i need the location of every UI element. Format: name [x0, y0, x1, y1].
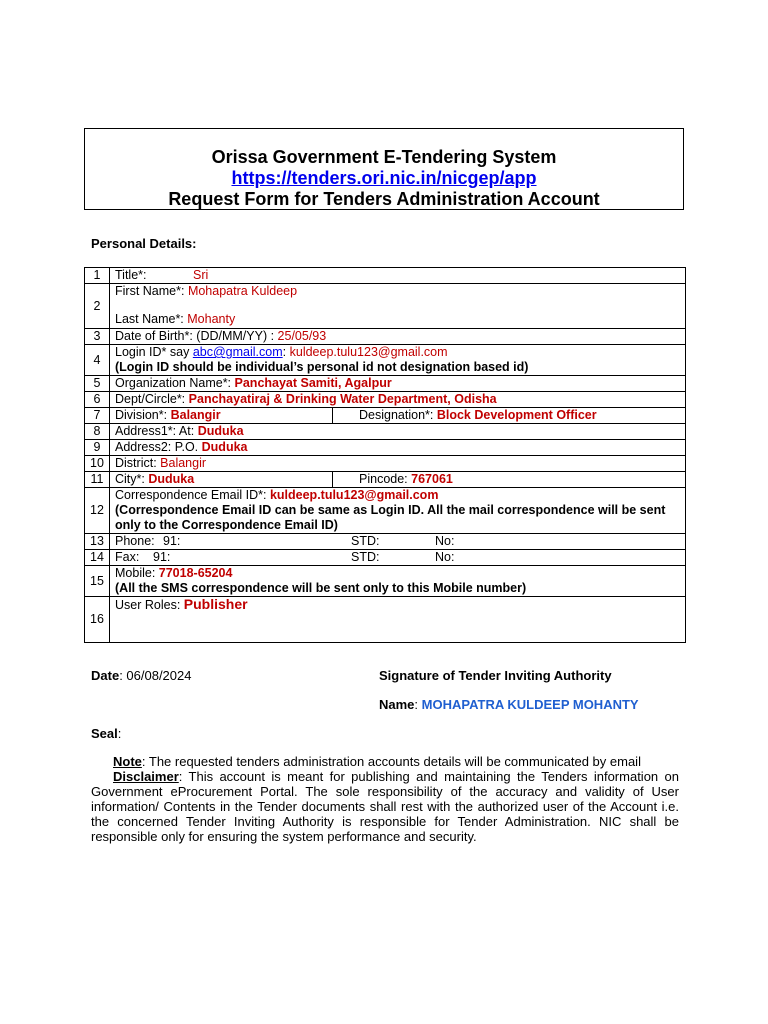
correspondence-email-note: (Correspondence Email ID can be same as Login ID. All the mail correspondence will be sent only to the Correspondence Email ID) — [115, 503, 666, 532]
example-email-link[interactable]: abc@gmail.com — [192, 345, 283, 359]
user-roles-value: Publisher — [183, 596, 248, 612]
division-value: Balangir — [170, 408, 221, 422]
row-number: 4 — [85, 345, 110, 376]
row-fax — [85, 550, 686, 566]
personal-details-table — [84, 267, 686, 643]
field-label: Date of Birth*: (DD/MM/YY) : — [115, 329, 275, 343]
country-code: 91: — [163, 534, 181, 548]
mobile-note: (All the SMS correspondence will be sent only to this Mobile number) — [115, 581, 527, 595]
field-label: City*: — [115, 472, 145, 486]
last-name-value: Mohanty — [187, 312, 236, 326]
form-subtitle: Request Form for Tenders Administration Account — [168, 189, 600, 209]
field-label: Address2: P.O. — [115, 440, 199, 454]
row-dob — [85, 329, 686, 345]
field-label: Address1*: At: — [115, 424, 195, 438]
note-text: : The requested tenders administration accounts details will be communicated by email — [141, 754, 641, 769]
row-address2 — [85, 440, 686, 456]
field-label: Title*: — [115, 268, 147, 282]
field-label: Division*: — [115, 408, 168, 422]
pincode-value: 767061 — [411, 472, 453, 486]
field-label: Mobile: — [115, 566, 156, 580]
field-label: User Roles: — [115, 598, 181, 612]
organization-value: Panchayat Samiti, Agalpur — [234, 376, 392, 390]
mobile-value: 77018-65204 — [158, 566, 233, 580]
row-number: 9 — [85, 440, 110, 456]
login-id-value: kuldeep.tulu123@gmail.com — [289, 345, 448, 359]
correspondence-email-value: kuldeep.tulu123@gmail.com — [269, 488, 439, 502]
row-district — [85, 456, 686, 472]
field-label: Correspondence Email ID*: — [115, 488, 267, 502]
row-number: 3 — [85, 329, 110, 345]
portal-link[interactable]: https://tenders.ori.nic.in/nicgep/app — [231, 168, 537, 188]
row-dept — [85, 392, 686, 408]
designation-value: Block Development Officer — [436, 408, 597, 422]
row-division — [85, 408, 686, 424]
std-label: STD: — [351, 550, 380, 564]
name-value: MOHAPATRA KULDEEP MOHANTY — [421, 697, 639, 712]
row-number: 14 — [85, 550, 110, 566]
row-number: 8 — [85, 424, 110, 440]
row-organization — [85, 376, 686, 392]
personal-details-heading: Personal Details: — [91, 236, 197, 251]
row-number: 2 — [85, 284, 110, 329]
district-value: Balangir — [160, 456, 207, 470]
field-label: Phone: — [115, 534, 155, 548]
date-line — [91, 668, 191, 683]
colon: : — [282, 345, 287, 359]
disclaimer-line — [91, 769, 679, 844]
row-address1 — [85, 424, 686, 440]
field-label: Last Name*: — [115, 312, 184, 326]
row-number: 1 — [85, 268, 110, 284]
row-number: 11 — [85, 472, 110, 488]
name-line — [379, 697, 639, 712]
login-id-note: (Login ID should be individual’s personal id not designation based id) — [115, 360, 529, 374]
country-code: 91: — [153, 550, 171, 564]
row-number: 6 — [85, 392, 110, 408]
title-value: Sri — [193, 268, 209, 282]
notes-block — [91, 754, 679, 844]
row-number: 10 — [85, 456, 110, 472]
form-header — [84, 128, 684, 210]
note-line — [91, 754, 679, 769]
dept-value: Panchayatiraj & Drinking Water Department, Odisha — [188, 392, 497, 406]
row-number: 5 — [85, 376, 110, 392]
seal-label: Seal — [91, 726, 118, 741]
row-number: 15 — [85, 566, 110, 597]
field-label: Designation*: — [359, 408, 434, 422]
field-label: District: — [115, 456, 157, 470]
no-label: No: — [435, 550, 455, 564]
first-name-value: Mohapatra Kuldeep — [187, 284, 298, 298]
date-label: Date — [91, 668, 120, 683]
name-colon: : — [414, 697, 419, 712]
city-value: Duduka — [148, 472, 195, 486]
row-mobile — [85, 566, 686, 597]
seal-line — [91, 726, 121, 741]
row-title — [85, 268, 686, 284]
row-phone — [85, 534, 686, 550]
name-label: Name — [379, 697, 415, 712]
row-number: 13 — [85, 534, 110, 550]
row-correspondence-email — [85, 488, 686, 534]
signature-label: Signature of Tender Inviting Authority — [379, 668, 612, 683]
row-login-id — [85, 345, 686, 376]
std-label: STD: — [351, 534, 380, 548]
row-number: 12 — [85, 488, 110, 534]
field-label: Fax: — [115, 550, 140, 564]
field-label: First Name*: — [115, 284, 185, 298]
row-number: 7 — [85, 408, 110, 424]
dob-value: 25/05/93 — [277, 329, 327, 343]
field-label: Dept/Circle*: — [115, 392, 186, 406]
disclaimer-text: : This account is meant for publishing and maintaining the Tenders information on Government eProcurement Portal. The sole responsibility of the accuracy and validity of User information/ Contents in the Tender documents shall rest with the authorized user of the Account i.e. the concerned Tender Inviting Authority is responsible for Tender Administration. NIC shall be responsible only for ensuring the system performance and security. — [91, 769, 679, 844]
field-label: Pincode: — [359, 472, 408, 486]
row-city — [85, 472, 686, 488]
disclaimer-label: Disclaimer — [113, 769, 179, 784]
row-number: 16 — [85, 597, 110, 643]
note-label: Note — [113, 754, 142, 769]
field-label: Organization Name*: — [115, 376, 232, 390]
no-label: No: — [435, 534, 455, 548]
system-title: Orissa Government E-Tendering System — [211, 147, 557, 167]
address1-value: Duduka — [197, 424, 244, 438]
seal-colon: : — [117, 726, 122, 741]
row-name — [85, 284, 686, 329]
date-value: : 06/08/2024 — [119, 668, 192, 683]
field-label: Login ID* say — [115, 345, 190, 359]
row-user-roles — [85, 597, 686, 643]
address2-value: Duduka — [201, 440, 248, 454]
